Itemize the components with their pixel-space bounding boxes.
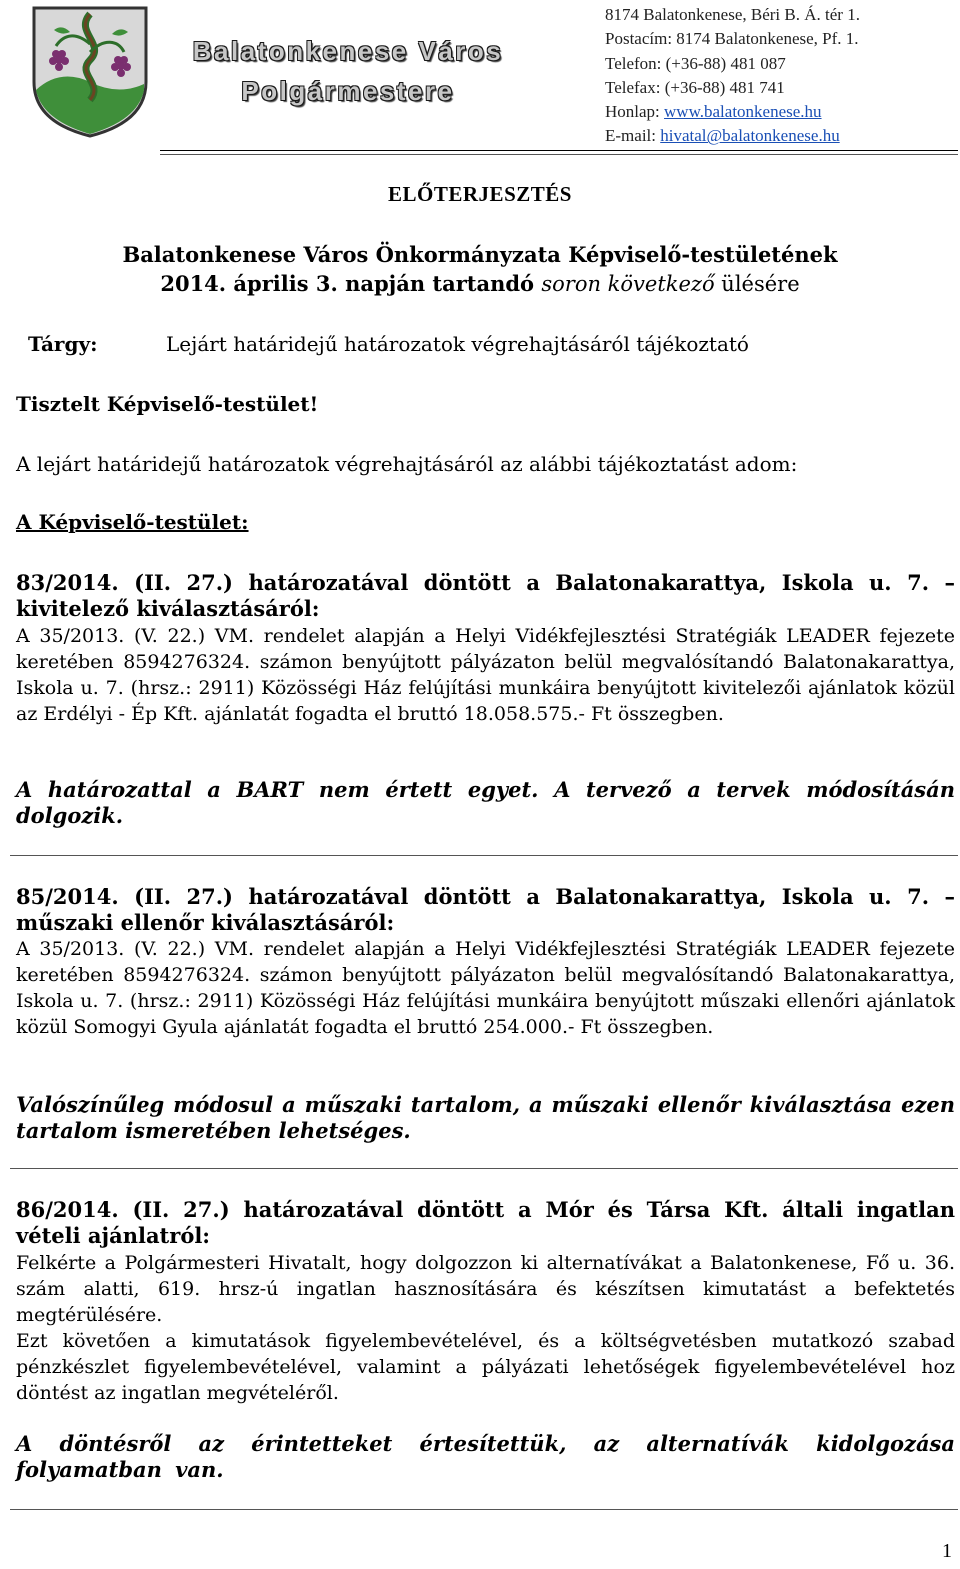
email-link[interactable]: hivatal@balatonkenese.hu xyxy=(660,126,840,146)
phone-text: Telefon: (+36-88) 481 087 xyxy=(605,53,786,73)
item-1-note: A határozattal a BART nem értett egyet. A tervező a tervek módosításán dolgozik. xyxy=(16,777,955,828)
meeting-date: 2014. április 3. napján tartandó xyxy=(160,271,542,296)
item-2-note: Valószínűleg módosul a műszaki tartalom, a műszaki ellenőr kiválasztása ezen tartalom ismeretében lehetséges. xyxy=(16,1092,955,1143)
website-link[interactable]: www.balatonkenese.hu xyxy=(664,102,822,122)
org-name-line1: Balatonkenese Város xyxy=(192,36,504,66)
item-1-heading: 83/2014. (II. 27.) határozatával döntött a Balatonakarattya, Iskola u. 7. – kivitelező kiválasztásáról: xyxy=(16,570,955,621)
footer-divider xyxy=(10,1509,958,1510)
contact-block xyxy=(605,3,860,149)
meeting-subtitle-line2 xyxy=(0,271,960,296)
item-2-heading: 85/2014. (II. 27.) határozatával döntött a Balatonakarattya, Iskola u. 7. – műszaki ellenőr kiválasztásáról: xyxy=(16,884,955,935)
org-name-line2: Polgármestere xyxy=(241,76,455,106)
email-row xyxy=(605,124,860,148)
item-3-heading: 86/2014. (II. 27.) határozatával döntött a Mór és Társa Kft. általi ingatlan vételi ajánlatról: xyxy=(16,1197,955,1248)
item-3-text2: Ezt követően a kimutatások figyelembevételével, és a költségvetésben mutatkozó szabad pénzkészlet figyelembevételével, valamint a pályázati lehetőségek figyelembevételével hoz döntést az ingatlan megvételéről. xyxy=(16,1330,955,1404)
item-3-text: Felkérte a Polgármesteri Hivatalt, hogy dolgozzon ki alternatívákat a Balatonkenese, Fő u. 36. szám alatti, 619. hrsz-ú ingatlan hasznosítására és készítsen kimutatást a befektetés megtérülésére. xyxy=(16,1252,955,1326)
postal-text: Postacím: 8174 Balatonkenese, Pf. 1. xyxy=(605,29,859,49)
item-1-divider xyxy=(10,855,958,856)
email-label: E-mail: xyxy=(605,126,661,146)
meeting-type: soron következő xyxy=(541,272,715,296)
salutation: Tisztelt Képviselő-testület! xyxy=(16,392,319,416)
coat-of-arms-logo xyxy=(30,4,150,140)
item-3-note: A döntésről az érintetteket értesítettük, az alternatívák kidolgozása folyamatban van. xyxy=(16,1431,955,1482)
meeting-subtitle-line1: Balatonkenese Város Önkormányzata Képviselő-testületének xyxy=(122,242,838,267)
page-number: 1 xyxy=(942,1540,952,1562)
address-text: 8174 Balatonkenese, Béri B. Á. tér 1. xyxy=(605,5,860,24)
item-2-text: A 35/2013. (V. 22.) VM. rendelet alapján a Helyi Vidékfejlesztési Stratégiák LEADER fejezete keretében 8594276324. számon benyújtott pályázaton belül megvalósítandó Balatonakarattya, Iskola u. 7. (hrsz.: 2911) Közösségi Ház felújítási munkáira benyújtott műszaki ellenőri ajánlatok közül Somogyi Gyula ajánlatát fogadta el bruttó 254.000.- Ft összegben. xyxy=(16,938,955,1038)
intro-text: A lejárt határidejű határozatok végrehajtásáról az alábbi tájékoztatást adom: xyxy=(16,452,798,476)
fax-text: Telefax: (+36-88) 481 741 xyxy=(605,77,785,97)
subject-text: Lejárt határidejű határozatok végrehajtásáról tájékoztató xyxy=(166,332,749,356)
subject-label: Tárgy: xyxy=(28,332,98,356)
web-label: Honlap: xyxy=(605,102,665,122)
header-divider-thin xyxy=(160,154,958,155)
web-row xyxy=(605,100,860,124)
item-1-text: A 35/2013. (V. 22.) VM. rendelet alapján a Helyi Vidékfejlesztési Stratégiák LEADER fejezete keretében 8594276324. számon benyújtott pályázaton belül megvalósítandó Balatonakarattya, Iskola u. 7. (hrsz.: 2911) Közösségi Ház felújítási munkáira benyújtott kivitelezői ajánlatok közül az Erdélyi - Ép Kft. ajánlatát fogadta el bruttó 18.058.575.- Ft összegben. xyxy=(16,625,955,725)
item-2-divider xyxy=(10,1168,958,1169)
document-title: ELŐTERJESZTÉS xyxy=(388,182,572,206)
meeting-suffix: ülésére xyxy=(714,272,800,296)
body-heading: A Képviselő-testület: xyxy=(16,510,249,534)
header-divider xyxy=(160,150,958,151)
